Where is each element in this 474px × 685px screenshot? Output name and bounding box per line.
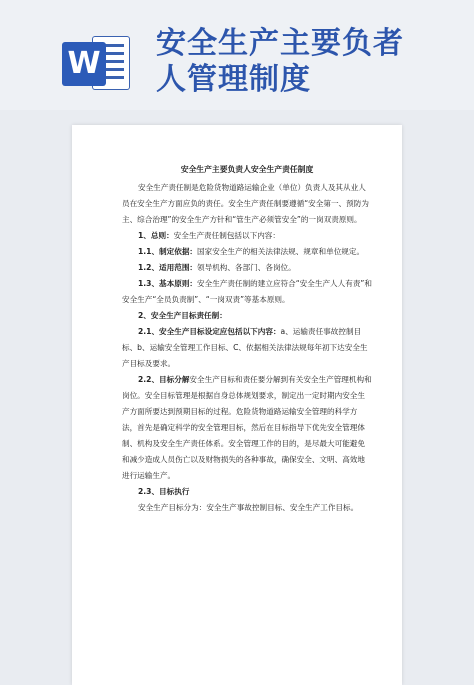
section-1-3-heading: 1.3、基本原则： (138, 279, 198, 288)
section-2-2-text: 安全生产目标和责任要分解到有关安全生产管理机构和岗位。安全目标管理是根据自身总体规划要求，制定出一定时期内安全生产方面所要达到预期目标的过程。危险货物道路运输安全管理的科学方法，首先是确定科学的安全管理目标，然后在目标指导下优先安全管理体制、机构及安全生产责任体系。安全管理工作的目的，是尽最大可能避免和减少造成人员伤亡以及财物损失的各种事故，确保安全、文明、高效地进行运输生产。 (122, 375, 372, 480)
section-2-1-text: a、运输责任事故控制目标、b、运输安全管理工作目标、C、依据相关法律法规每年初下达安全生产目标及要求。 (122, 327, 368, 368)
document-body (122, 162, 372, 516)
document-title: 安全生产主要负责人安全生产责任制度 (180, 165, 314, 174)
section-1-heading: 1、总则： (138, 231, 174, 240)
banner (0, 0, 474, 110)
section-2-heading: 2、安全生产目标责任制： (138, 311, 227, 320)
page-title-line1: 安全生产主要负者 (156, 26, 404, 61)
word-document-icon (62, 30, 132, 96)
intro-paragraph: 安全生产责任制是危险货物道路运输企业（单位）负责人及其从业人员在安全生产方面应负的责任。安全生产责任制要遵循“安全第一、预防为主、综合治理”的安全生产方针和“管生产必须管安全”的一岗双责原则。 (122, 183, 369, 224)
section-2-2-heading: 2.2、目标分解 (138, 375, 190, 384)
section-1-1-heading: 1.1、制定依据： (138, 247, 198, 256)
section-1-2-heading: 1.2、适用范围： (138, 263, 198, 272)
section-1-text: 安全生产责任制包括以下内容： (173, 231, 280, 240)
word-letter-badge: W (62, 42, 106, 86)
section-1 (122, 228, 372, 244)
section-1-2 (122, 260, 372, 276)
page-title (156, 26, 466, 98)
section-1-3-text: 安全生产责任制的建立应符合“安全生产人人有责”和安全生产“全员负责制”、“一岗双责”等基本原则。 (122, 279, 372, 304)
section-2-1-heading: 2.1、安全生产目标设定应包括以下内容： (138, 327, 281, 336)
section-2-3-heading: 2.3、目标执行 (138, 487, 190, 496)
section-1-1-text: 国家安全生产的相关法律法规、规章和单位规定。 (197, 247, 365, 256)
section-2-1 (122, 324, 372, 372)
section-1-2-text: 领导机构、各部门、各岗位。 (197, 263, 296, 272)
page-title-line2: 人管理制度 (156, 62, 311, 97)
section-1-3 (122, 276, 372, 308)
section-2-3-text: 安全生产目标分为：安全生产事故控制目标、安全生产工作目标。 (138, 503, 359, 512)
section-1-1 (122, 244, 372, 260)
section-2-2 (122, 372, 372, 484)
